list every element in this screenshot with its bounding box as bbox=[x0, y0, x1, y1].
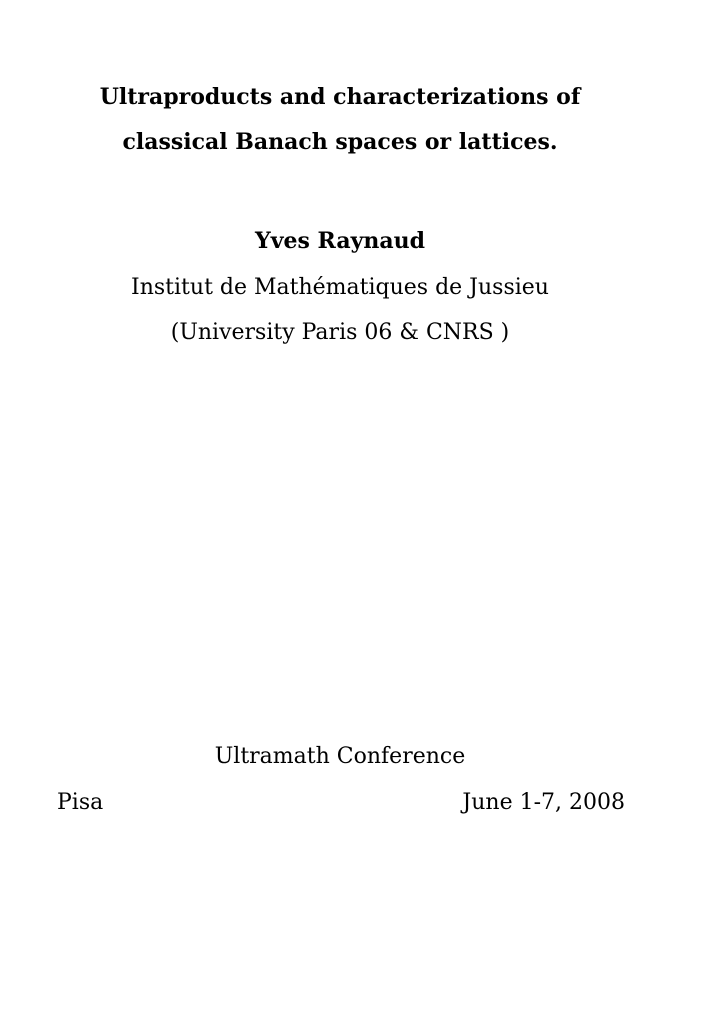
affiliation: (University Paris 06 & CNRS ) bbox=[170, 320, 510, 345]
author-name: Yves Raynaud bbox=[255, 228, 425, 254]
conference-name: Ultramath Conference bbox=[214, 744, 466, 769]
title-line-1: Ultraproducts and characterizations of bbox=[99, 84, 581, 110]
conference-dates: June 1-7, 2008 bbox=[462, 790, 625, 815]
institution: Institut de Mathématiques de Jussieu bbox=[131, 275, 549, 300]
conference-location: Pisa bbox=[57, 790, 104, 815]
title-line-2: classical Banach spaces or lattices. bbox=[122, 129, 558, 155]
